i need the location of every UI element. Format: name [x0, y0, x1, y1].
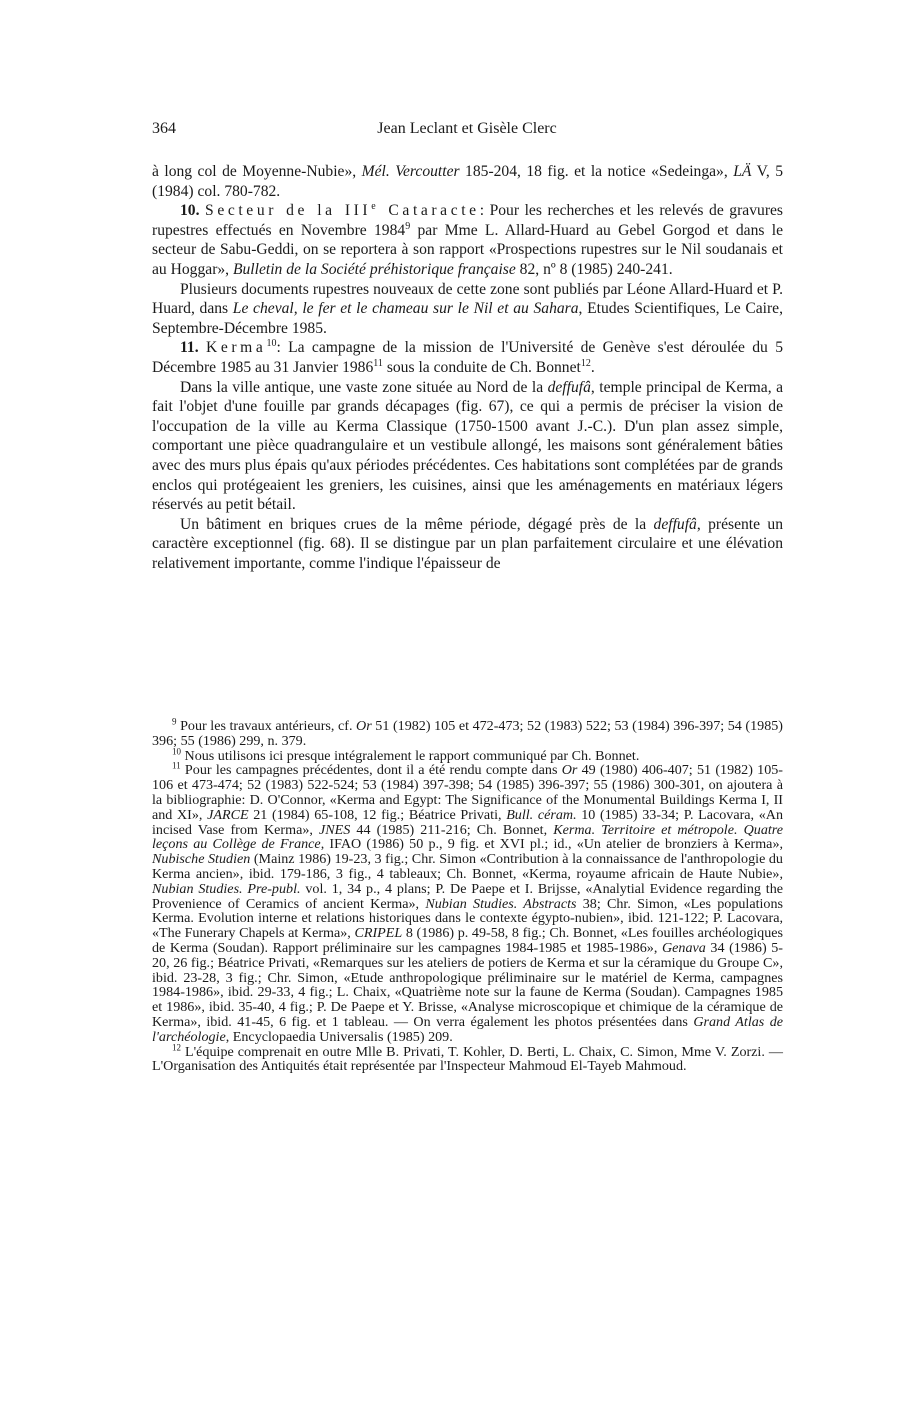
- paragraph-batiment: [152, 515, 783, 574]
- italic-citation: Bulletin de la Société préhistorique française: [232, 260, 516, 278]
- page-header: [152, 120, 782, 140]
- italic-citation: JNES: [319, 821, 351, 838]
- section-title: [205, 202, 480, 219]
- superscript: e: [371, 201, 380, 212]
- footnote-number: 11: [172, 760, 181, 771]
- footnote-ref: 11: [373, 357, 383, 369]
- text-run: 51 (1982) 105 et 472-473; 52 (1983) 522; 53 (1984) 396-397; 54 (1985) 396; 55 (1986) 299, n. 379.: [152, 718, 783, 749]
- text-run: , IFAO (1986) 50 p., 9 fig. et XVI pl.; id., «Un atelier de bronziers à Kerma»,: [320, 836, 784, 853]
- italic-citation: Or: [561, 762, 578, 779]
- italic-term: deffufâ: [547, 378, 591, 396]
- italic-citation: Genava: [661, 939, 706, 956]
- footnotes: [152, 716, 784, 1075]
- text-run: 82, nº 8 (1985) 240-241.: [515, 260, 673, 278]
- italic-citation: JARCE: [207, 806, 249, 823]
- italic-citation: Bull. céram.: [506, 806, 577, 823]
- section-title: Kerma: [206, 339, 267, 357]
- text-run: , Etudes Scientifiques, Le Caire, Septembre-Décembre 1985.: [152, 300, 783, 337]
- text-run: Pour les campagnes précédentes, dont il a été rendu compte dans: [180, 762, 562, 779]
- text-run: , temple principal de Kerma, a fait l'objet d'une fouille par grands décapages (fig. 67), ce qui a permis de préciser la vision de l'occupation de la ville au Kerma Classique (1750-1500 avant J.-C.). D'un plan assez simple, comportant une pièce quadrangulaire et un vestibule allongé, les maisons sont généralement bâties avec des murs plus épais qu'aux périodes précédentes. Ces habitations sont complétées par de grands enclos qui protégeaient les greniers, les cuisines, ainsi que les aménagements en matériaux légers réservés au petit bétail.: [152, 378, 783, 514]
- text-run: Un bâtiment en briques crues de la même période, dégagé près de la: [180, 515, 654, 533]
- section-title-text: Cataracte: [379, 202, 480, 220]
- text-run: 49 (1980) 406-407; 51 (1982) 105-106 et 473-474; 52 (1983) 522-524; 53 (1984) 397-398; 54 (1985) 396-397; 55 (1986) 300-301, on ajoutera à la bibliographie: D. O'Connor, «Kerma and Egypt: The Significance of the Monumental Buildings Kerma I, II and XI»,: [152, 762, 783, 823]
- footnote-ref: 10: [266, 338, 277, 350]
- italic-citation: CRIPEL: [354, 925, 403, 942]
- italic-term: deffufâ: [653, 515, 697, 533]
- running-title: Jean Leclant et Gisèle Clerc: [377, 120, 557, 137]
- text-run: (Mainz 1986) 19-23, 3 fig.; Chr. Simon «Contribution à la connaissance de l'anthropologie du Kerma ancien», ibid. 179-186, 3 fig., 4 tableaux; Ch. Bonnet, «Kerma, royaume africain de Haute Nubie»,: [152, 851, 783, 882]
- text-run: : La campagne de la mission de l'Université de Genève s'est déroulée du 5 Décembre 1985 au 31 Janvier 1986: [152, 339, 783, 376]
- text-run: 185-204, 18 fig. et la notice «Sedeinga»,: [459, 163, 734, 180]
- text-run: Nous utilisons ici presque intégralement le rapport communiqué par Ch. Bonnet.: [181, 747, 640, 764]
- italic-citation: Nubian Studies. Abstracts: [425, 895, 577, 912]
- section-number: 11.: [180, 339, 206, 357]
- italic-citation: Nubische Studien: [152, 851, 251, 868]
- section-number: 10.: [180, 202, 206, 220]
- footnote-12: [152, 1041, 783, 1075]
- text-run: sous la conduite de Ch. Bonnet: [382, 358, 581, 376]
- text-run: 8 (1986) p. 49-58, 8 fig.; Ch. Bonnet, «Les fouilles archéologiques de Kerma (Soudan). Rapport préliminaire sur les campagnes 1984-1985 et 1985-1986»,: [152, 925, 783, 956]
- footnote-ref: 9: [405, 220, 411, 232]
- italic-citation: Grand Atlas de l'archéologie: [152, 1013, 784, 1045]
- paragraph-section-10: [152, 201, 783, 279]
- paragraph-rupestres: [152, 280, 783, 339]
- text-run: Pour les travaux antérieurs, cf.: [176, 718, 357, 734]
- text-run: Plusieurs documents rupestres nouveaux de cette zone sont publiés par Léone Allard-Huard et P. Huard, dans: [152, 280, 783, 318]
- paragraph-sedeinga: [152, 162, 783, 201]
- footnote-9: [152, 716, 783, 749]
- text-run: , Encyclopaedia Universalis (1985) 209.: [225, 1028, 453, 1045]
- text-run: L'équipe comprenait en outre Mlle B. Privati, T. Kohler, D. Berti, L. Chaix, C. Simon, Mme V. Zorzi. — L'Organisation des Antiquités était représentée par l'Inspecteur Mahmoud El-Tayeb Mahmoud.: [152, 1043, 783, 1075]
- text-run: 34 (1986) 5-20, 26 fig.; Béatrice Privati, «Remarques sur les ateliers de potiers de Kerma et sur la céramique du Groupe C», ibid. 23-28, 3 fig.; Chr. Simon, «Etude anthropologique préliminaire sur le matériel de Kerma, campagnes 1984-1986», ibid. 29-33, 4 fig.; L. Chaix, «Quatrième note sur la faune de Kerma (Soudan). Campagnes 1985 et 1986», ibid. 35-40, 4 fig.; P. De Paepe et Y. Brisse, «Analyse microscopique et chimique de la céramique de Kerma», ibid. 41-45, 6 fig. et 1 tableau. — On verra également les photos présentées dans: [152, 939, 783, 1030]
- text-run: à long col de Moyenne-Nubie»,: [152, 163, 362, 180]
- text-run: par Mme L. Allard-Huard au Gebel Gorgod et dans le secteur de Sabu-Geddi, on se reportera à son rapport «Prospections rupestres sur le Nil soudanais et au Hoggar»,: [152, 221, 783, 278]
- italic-citation: Nubian Studies. Pre-publ.: [152, 880, 301, 897]
- text-run: 38; Chr. Simon, «Les populations Kerma. Evolution interne et relations historiques dans le contexte égypto-nubien», ibid. 121-122; P. Lacovara, «The Funerary Chapels at Kerma»,: [152, 895, 784, 942]
- footnote-number: 10: [172, 745, 181, 756]
- text-run: vol. 1, 34 p., 4 plans; P. De Paepe et I. Brijsse, «Analytial Evidence regarding the Provenience of Ceramics of ancient Kerma»,: [152, 880, 783, 912]
- italic-citation: Or: [356, 718, 372, 734]
- text-run: .: [590, 358, 595, 376]
- paragraph-ville-antique: [152, 378, 783, 515]
- footnote-number: 12: [172, 1041, 181, 1052]
- text-run: 21 (1984) 65-108, 12 fig.; Béatrice Privati,: [248, 806, 507, 823]
- footnote-11: [152, 760, 784, 1045]
- italic-citation: Kerma. Territoire et métropole. Quatre leçons au Collège de France: [152, 821, 784, 853]
- text-run: , présente un caractère exceptionnel (fig. 68). Il se distingue par un plan parfaitement circulaire et une élévation relativement importante, comme l'indique l'épaisseur de: [152, 515, 783, 572]
- footnote-ref: 12: [580, 357, 591, 369]
- text-run: V, 5 (1984) col. 780-782.: [152, 163, 784, 200]
- text-run: Dans la ville antique, une vaste zone située au Nord de la: [180, 378, 548, 396]
- section-title-text: Secteur de la III: [205, 202, 372, 220]
- text-run: 44 (1985) 211-216; Ch. Bonnet,: [350, 821, 554, 838]
- italic-citation: LÄ: [733, 163, 752, 180]
- paragraph-section-11: [152, 338, 783, 377]
- page-number: 364: [152, 120, 176, 137]
- italic-citation: Le cheval, le fer et le chameau sur le Nil et au Sahara: [232, 300, 579, 318]
- text-run: 10 (1985) 33-34; P. Lacovara, «An incised Vase from Kerma»,: [152, 806, 784, 838]
- footnote-number: 9: [172, 716, 177, 727]
- text-run: : Pour les recherches et les relevés de gravures rupestres effectués en Novembre 1984: [152, 202, 783, 239]
- main-text: [152, 162, 783, 573]
- italic-citation: Mél. Vercoutter: [361, 163, 460, 180]
